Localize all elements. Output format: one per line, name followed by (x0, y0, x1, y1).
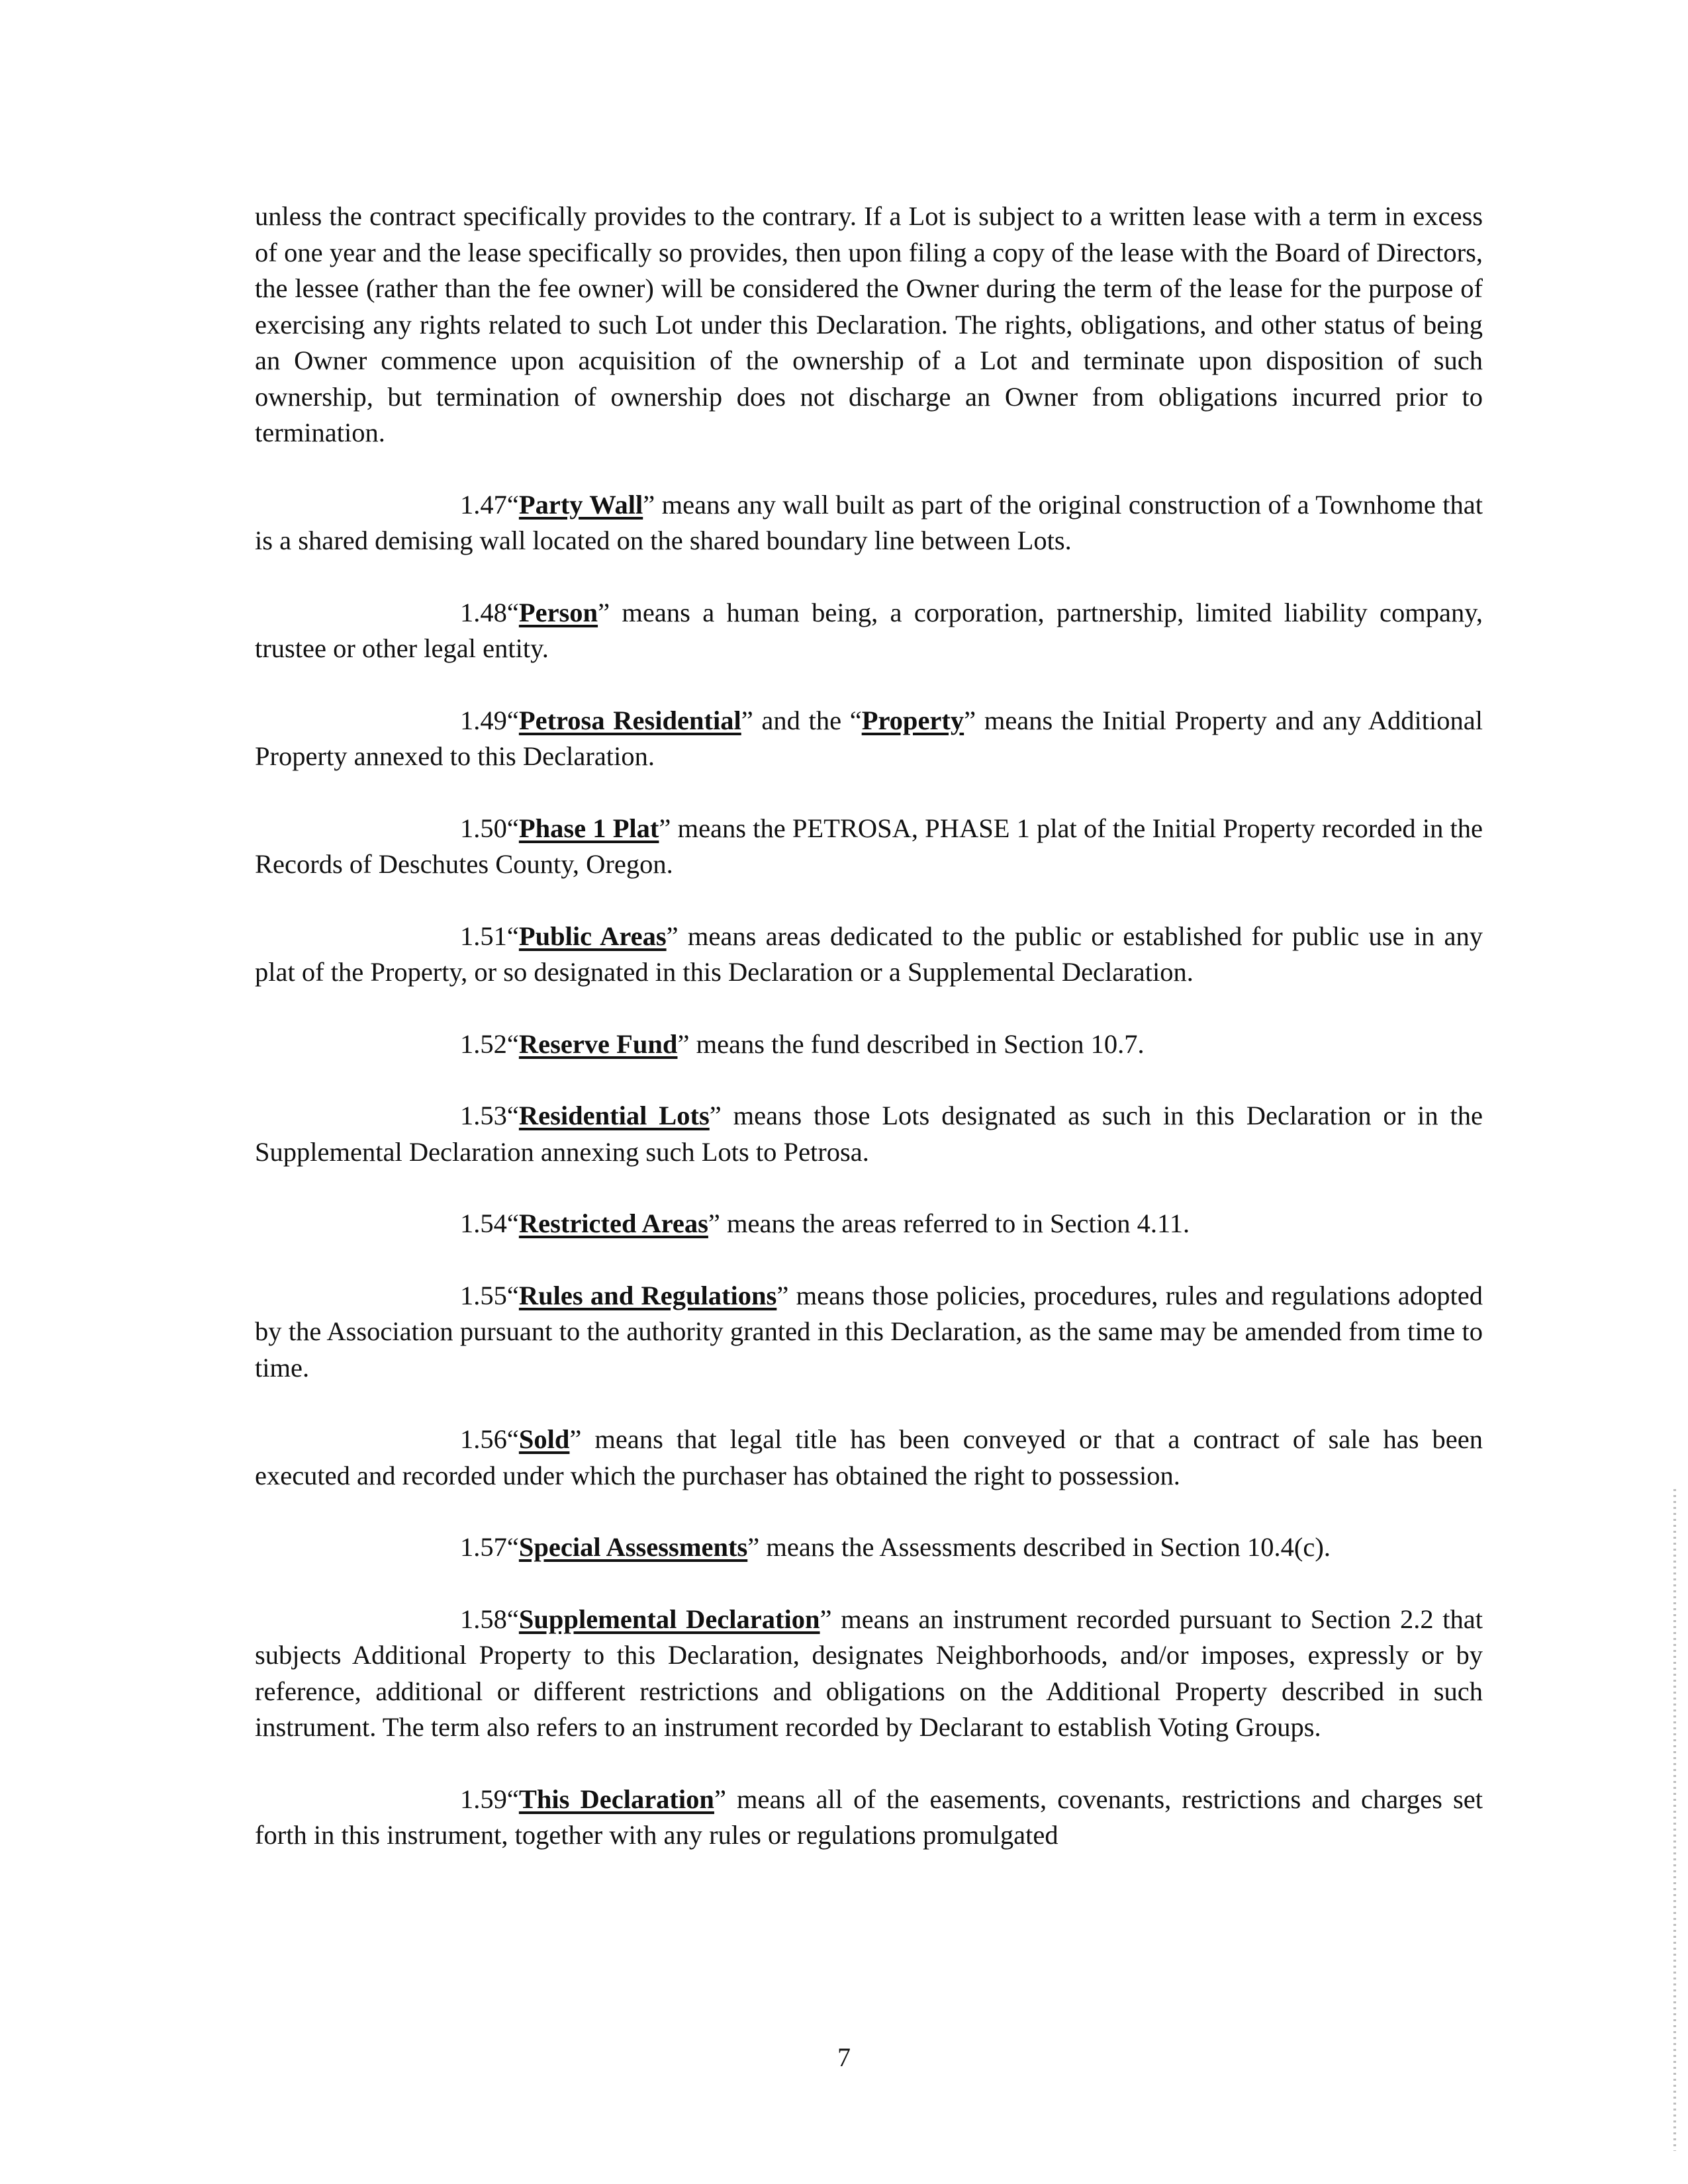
defined-term: Phase 1 Plat (518, 813, 659, 843)
continuation-paragraph: unless the contract specifically provides to the contrary. If a Lot is subject to a written lease with a term in excess of one year and the lease specifically so provides, then upon filing a copy of the lease with the Board of Directors, the lessee (rather than the fee owner) will be considered the Owner during the term of the lease for the purpose of exercising any rights related to such Lot under this Declaration. The rights, obligations, and other status of being an Owner commence upon acquisition of the ownership of a Lot and terminate upon disposition of such ownership, but termination of ownership does not discharge an Owner from obligations incurred prior to termination. (255, 201, 1483, 447)
definition-text: means any wall built as part of the original construction of a Townhome that is a shared demising wall located on the shared boundary line between Lots. (255, 489, 1483, 555)
defined-term: Special Assessments (518, 1532, 748, 1562)
definition-1-53: 1.53“Residential Lots” means those Lots designated as such in this Declaration or in the Supplemental Declaration annexing such Lots to Petrosa. (255, 1098, 1483, 1170)
definition-1-54: 1.54“Restricted Areas” means the areas referred to in Section 4.11. (255, 1206, 1483, 1242)
definition-1-55: 1.55“Rules and Regulations” means those policies, procedures, rules and regulations adopted by the Association pursuant to the authority granted in this Declaration, as the same may be amended from time to time. (255, 1278, 1483, 1387)
defined-term: Residential Lots (518, 1101, 710, 1130)
definition-text: means the PETROSA, PHASE 1 plat of the Initial Property recorded in the Records of Deschutes County, Oregon. (255, 813, 1483, 879)
defined-term: Restricted Areas (518, 1208, 708, 1238)
definition-1-50: 1.50“Phase 1 Plat” means the PETROSA, PHASE 1 plat of the Initial Property recorded in the Records of Deschutes County, Oregon. (255, 811, 1483, 883)
definition-text: means that legal title has been conveyed or that a contract of sale has been executed and recorded under which the purchaser has obtained the right to possession. (255, 1424, 1483, 1490)
page-number: 7 (837, 2042, 851, 2072)
defined-term: Party Wall (518, 489, 643, 520)
defined-term: Rules and Regulations (518, 1280, 777, 1310)
definition-text: means the Initial Property and any Additional Property annexed to this Declaration. (255, 705, 1483, 771)
defined-term-secondary: Property (861, 705, 964, 735)
definition-1-52: 1.52“Reserve Fund” means the fund described in Section 10.7. (255, 1026, 1483, 1063)
definition-text: means the areas referred to in Section 4.11. (720, 1208, 1190, 1238)
defined-term: Sold (518, 1424, 570, 1454)
definition-text: means the Assessments described in Section 10.4(c). (759, 1532, 1331, 1562)
section-number: 1.47 (460, 489, 507, 520)
definition-1-59: 1.59“This Declaration” means all of the easements, covenants, restrictions and charges set forth in this instrument, together with any rules or regulations promulgated (255, 1782, 1483, 1854)
definition-1-58: 1.58“Supplemental Declaration” means an instrument recorded pursuant to Section 2.2 that subjects Additional Property to this Declaration, designates Neighborhoods, and/or imposes, expressly or by reference, additional or different restrictions and obligations on the Additional Property described in such instrument. The term also refers to an instrument recorded by Declarant to establish Voting Groups. (255, 1602, 1483, 1746)
definition-1-49: 1.49“Petrosa Residential” and the “Property” means the Initial Property and any Additional Property annexed to this Declaration. (255, 703, 1483, 775)
section-number: 1.49 (460, 705, 507, 735)
definition-1-57: 1.57“Special Assessments” means the Assessments described in Section 10.4(c). (255, 1529, 1483, 1566)
definition-text: means a human being, a corporation, partnership, limited liability company, trustee or other legal entity. (255, 597, 1483, 663)
definition-text: means the fund described in Section 10.7. (689, 1028, 1145, 1059)
definition-text: means those Lots designated as such in this Declaration or in the Supplemental Declaration annexing such Lots to Petrosa. (255, 1101, 1483, 1167)
section-number: 1.50 (460, 813, 507, 843)
defined-term: Person (518, 597, 598, 627)
definition-text: means those policies, procedures, rules and regulations adopted by the Association pursuant to the authority granted in this Declaration, as the same may be amended from time to time. (255, 1280, 1483, 1383)
definition-text: means areas dedicated to the public or established for public use in any plat of the Property, or so designated in this Declaration or a Supplemental Declaration. (255, 921, 1483, 987)
definition-1-47: 1.47“Party Wall” means any wall built as part of the original construction of a Townhome that is a shared demising wall located on the shared boundary line between Lots. (255, 487, 1483, 559)
section-number: 1.58 (460, 1604, 507, 1634)
section-number: 1.56 (460, 1424, 507, 1454)
section-number: 1.53 (460, 1101, 507, 1130)
defined-term: This Declaration (518, 1784, 714, 1814)
section-number: 1.57 (460, 1532, 507, 1562)
section-number: 1.48 (460, 597, 507, 627)
section-number: 1.52 (460, 1028, 507, 1059)
definition-1-56: 1.56“Sold” means that legal title has been conveyed or that a contract of sale has been executed and recorded under which the purchaser has obtained the right to possession. (255, 1422, 1483, 1494)
section-number: 1.59 (460, 1784, 507, 1814)
section-number: 1.51 (460, 921, 507, 951)
definition-text: means an instrument recorded pursuant to Section 2.2 that subjects Additional Property to this Declaration, designates Neighborhoods, and/or imposes, expressly or by reference, additional or different restrictions and obligations on the Additional Property described in such instrument. The term also refers to an instrument recorded by Declarant to establish Voting Groups. (255, 1604, 1483, 1742)
document-body (255, 199, 1483, 1889)
section-number: 1.55 (460, 1280, 507, 1310)
scan-edge-artifact (1673, 1489, 1676, 2151)
definition-text: means all of the easements, covenants, restrictions and charges set forth in this instrument, together with any rules or regulations promulgated (255, 1784, 1483, 1850)
section-number: 1.54 (460, 1208, 507, 1238)
definition-1-51: 1.51“Public Areas” means areas dedicated to the public or established for public use in any plat of the Property, or so designated in this Declaration or a Supplemental Declaration. (255, 919, 1483, 991)
defined-term: Reserve Fund (518, 1028, 678, 1059)
defined-term: Supplemental Declaration (518, 1604, 820, 1634)
defined-term: Petrosa Residential (518, 705, 741, 735)
defined-term: Public Areas (518, 921, 667, 951)
definition-1-48: 1.48“Person” means a human being, a corporation, partnership, limited liability company, trustee or other legal entity. (255, 595, 1483, 667)
